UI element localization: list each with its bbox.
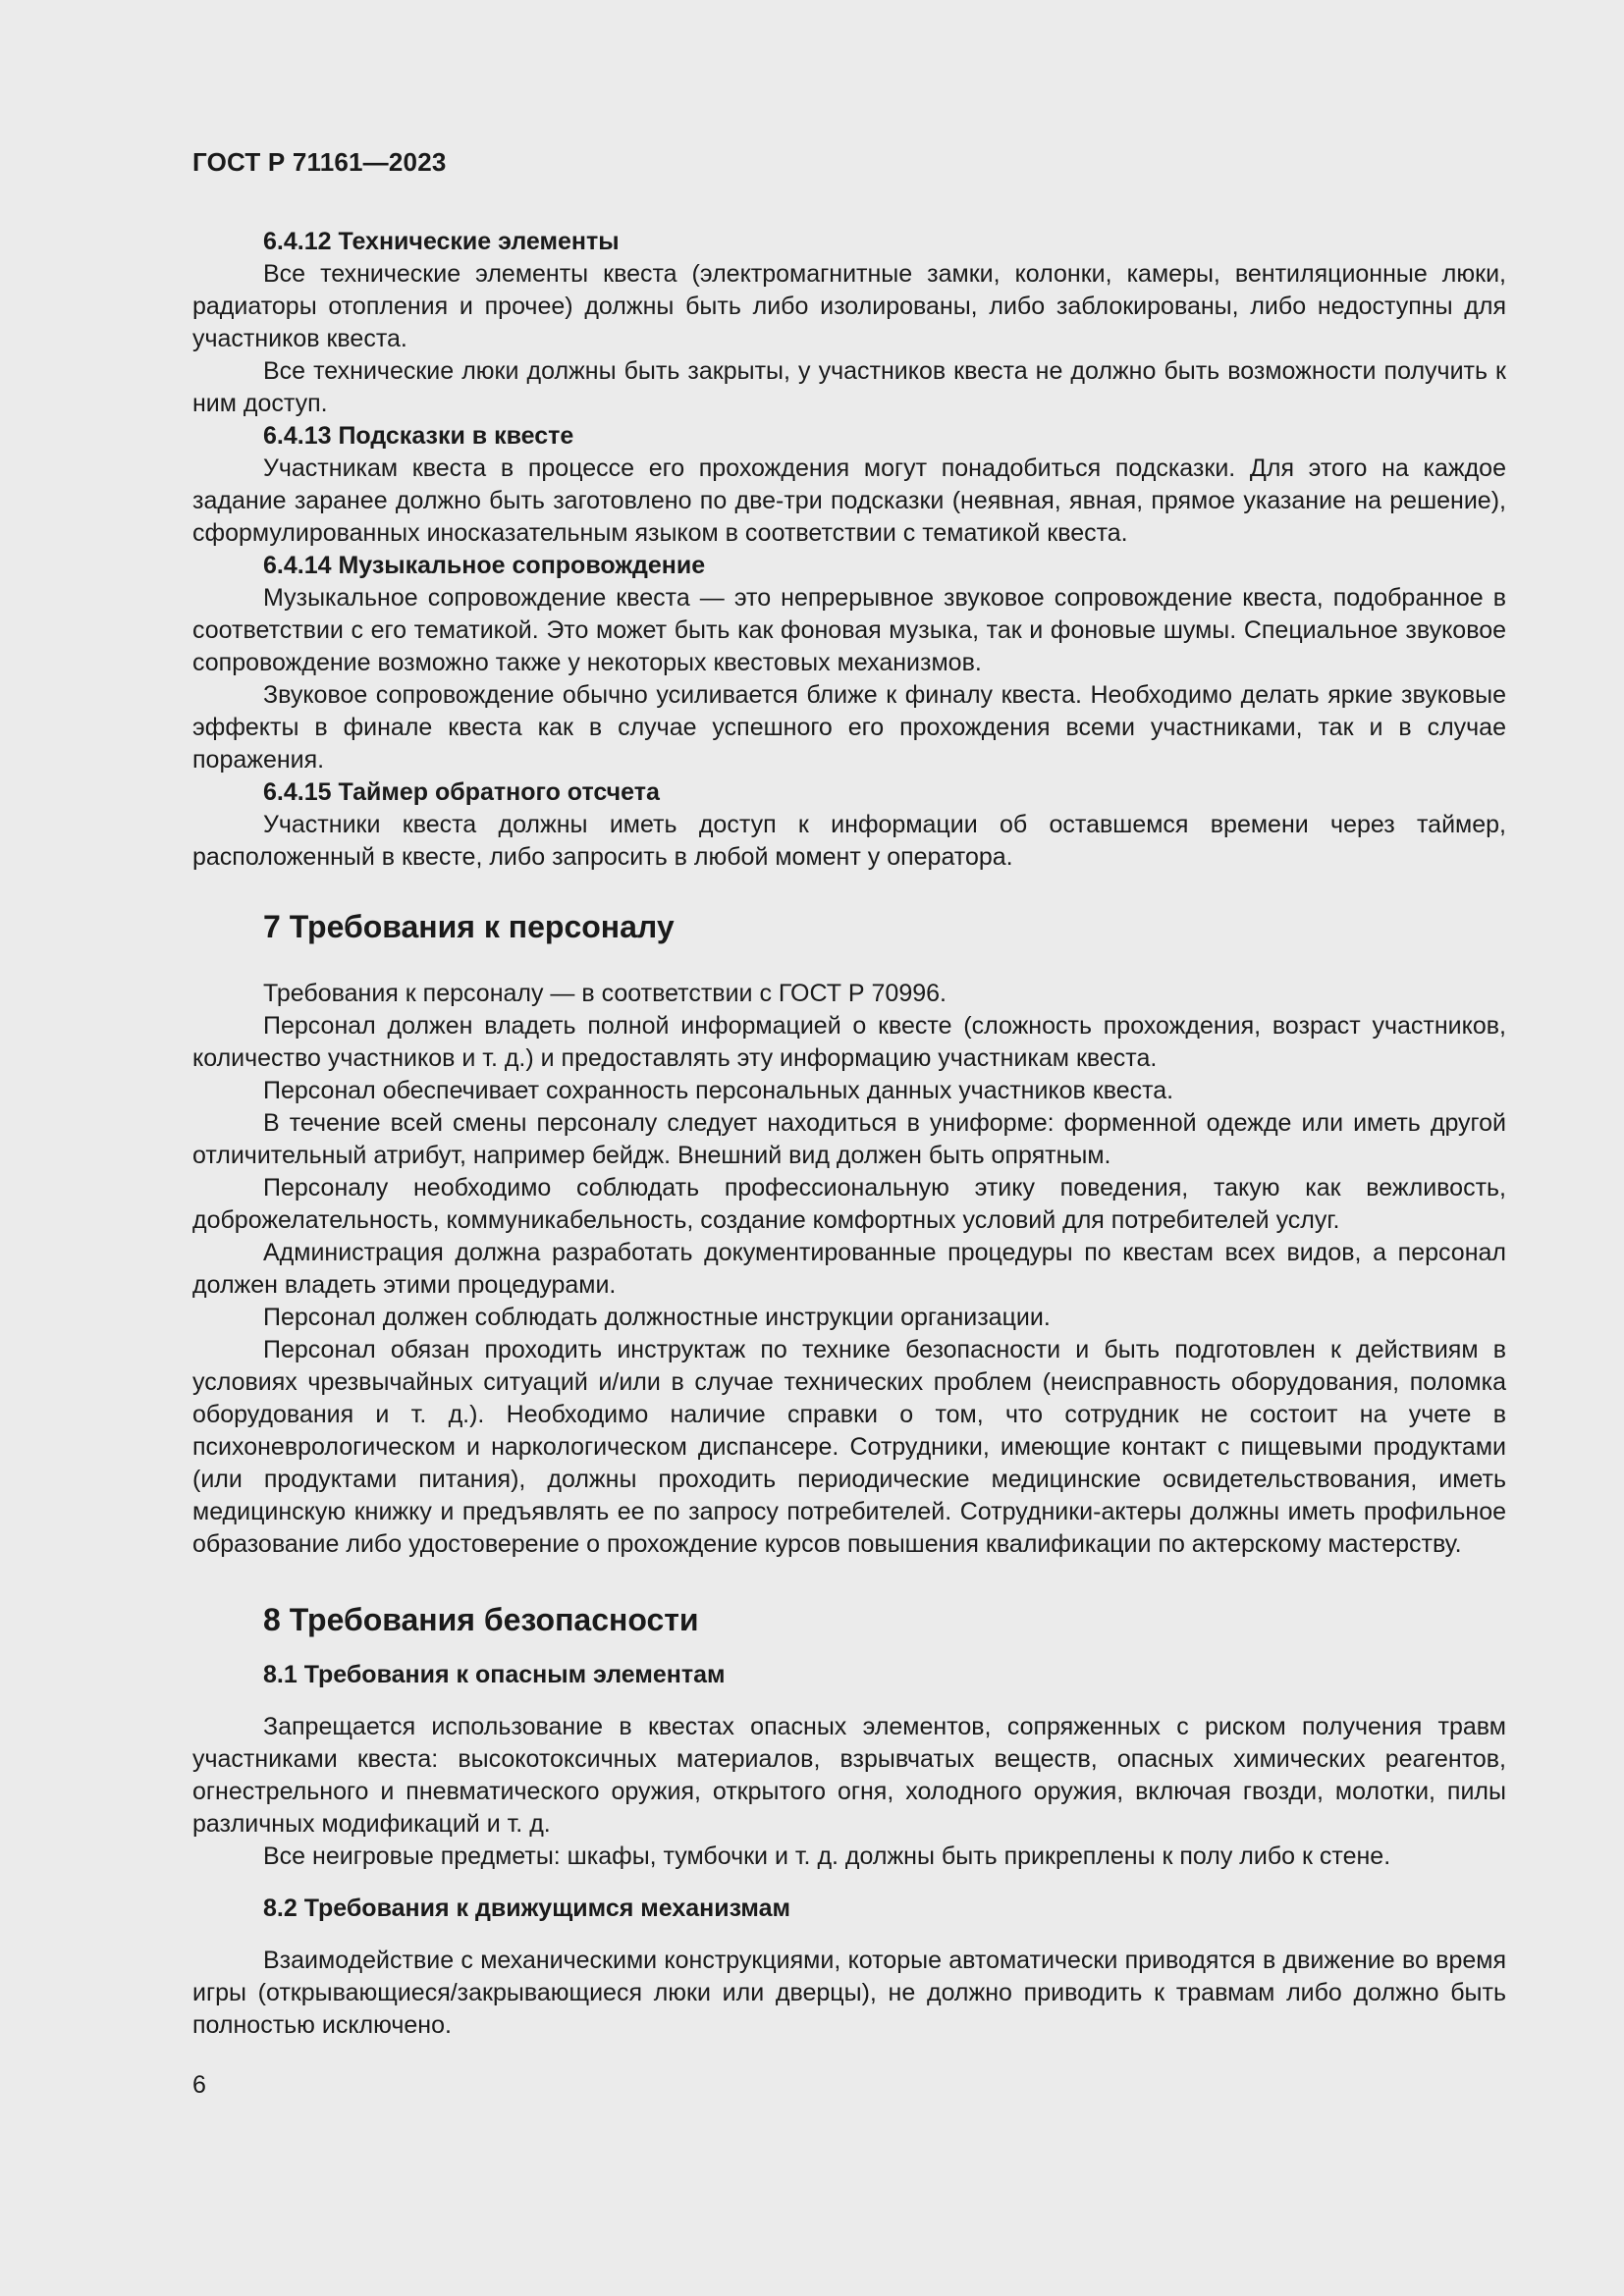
subsection-title-8-1: 8.1 Требования к опасным элементам <box>263 1661 726 1688</box>
paragraph-8-1-1: Запрещается использование в квестах опасных элементов, сопряженных с риском получения травм участниками квеста: высокотоксичных материалов, взрывчатых веществ, опасных химических реагентов, огнестрельного и пневматического оружия, открытого огня, холодного оружия, включая гвозди, молотки, пилы различных модификаций и т. д. <box>192 1713 1506 1838</box>
subsection-title-6-4-14: 6.4.14 Музыкальное сопровождение <box>263 552 706 579</box>
paragraph-6-4-14-2: Звуковое сопровождение обычно усиливается ближе к финалу квеста. Необходимо делать яркие звуковые эффекты в финале квеста как в случае успешного его прохождения всеми участниками, так и в случае поражения. <box>192 681 1506 774</box>
paragraph-6-4-15-1: Участники квеста должны иметь доступ к информации об оставшемся времени через таймер, расположенный в квесте, либо запросить в любой момент у оператора. <box>192 811 1506 871</box>
subsection-title-6-4-15: 6.4.15 Таймер обратного отсчета <box>263 778 660 806</box>
paragraph-8-2-1: Взаимодействие с механическими конструкциями, которые автоматически приводятся в движение во время игры (открывающиеся/закрывающиеся люки или дверцы), не должно приводить к травмам либо должно быть полностью исключено. <box>192 1947 1506 2039</box>
paragraph-7-1: Требования к персоналу — в соответствии с ГОСТ Р 70996. <box>263 980 947 1007</box>
section-title-7: 7 Требования к персоналу <box>263 909 675 944</box>
subsection-title-8-2: 8.2 Требования к движущимся механизмам <box>263 1895 790 1922</box>
paragraph-7-7: Персонал должен соблюдать должностные инструкции организации. <box>263 1304 1051 1331</box>
paragraph-7-4: В течение всей смены персоналу следует находиться в униформе: форменной одежде или иметь другой отличительный атрибут, например бейдж. Внешний вид должен быть опрятным. <box>192 1109 1506 1169</box>
paragraph-7-6: Администрация должна разработать документированные процедуры по квестам всех видов, а персонал должен владеть этими процедурами. <box>192 1239 1506 1299</box>
paragraph-6-4-12-1: Все технические элементы квеста (электромагнитные замки, колонки, камеры, вентиляционные люки, радиаторы отопления и прочее) должны быть либо изолированы, либо заблокированы, либо недоступны для участников квеста. <box>192 260 1506 352</box>
subsection-title-6-4-12: 6.4.12 Технические элементы <box>263 228 620 255</box>
paragraph-7-2: Персонал должен владеть полной информацией о квесте (сложность прохождения, возраст участников, количество участников и т. д.) и предоставлять эту информацию участникам квеста. <box>192 1012 1506 1072</box>
document-header: ГОСТ Р 71161—2023 <box>192 147 447 177</box>
page-content <box>192 226 1506 2042</box>
paragraph-6-4-14-1: Музыкальное сопровождение квеста — это непрерывное звуковое сопровождение квеста, подобранное в соответствии с его тематикой. Это может быть как фоновая музыка, так и фоновые шумы. Специальное звуковое сопровождение возможно также у некоторых квестовых механизмов. <box>192 584 1506 676</box>
paragraph-6-4-12-2: Все технические люки должны быть закрыты, у участников квеста не должно быть возможности получить к ним доступ. <box>192 357 1506 417</box>
paragraph-7-5: Персоналу необходимо соблюдать профессиональную этику поведения, такую как вежливость, доброжелательность, коммуникабельность, создание комфортных условий для потребителей услуг. <box>192 1174 1506 1234</box>
paragraph-6-4-13-1: Участникам квеста в процессе его прохождения могут понадобиться подсказки. Для этого на каждое задание заранее должно быть заготовлено по две-три подсказки (неявная, явная, прямое указание на решение), сформулированных иносказательным языком в соответствии с тематикой квеста. <box>192 454 1506 547</box>
subsection-title-6-4-13: 6.4.13 Подсказки в квесте <box>263 422 574 450</box>
paragraph-7-8: Персонал обязан проходить инструктаж по технике безопасности и быть подготовлен к действиям в условиях чрезвычайных ситуаций и/или в случае технических проблем (неисправность оборудования, поломка оборудования и т. д.). Необходимо наличие справки о том, что сотрудник не состоит на учете в психоневрологическом и наркологическом диспансере. Сотрудники, имеющие контакт с пищевыми продуктами (или продуктами питания), должны проходить периодические медицинские освидетельствования, иметь медицинскую книжку и предъявлять ее по запросу потребителей. Сотрудники-актеры должны иметь профильное образование либо удостоверение о прохождение курсов повышения квалификации по актерскому мастерству. <box>192 1336 1506 1558</box>
paragraph-8-1-2: Все неигровые предметы: шкафы, тумбочки и т. д. должны быть прикреплены к полу либо к стене. <box>263 1842 1391 1870</box>
section-title-8: 8 Требования безопасности <box>263 1602 699 1637</box>
paragraph-7-3: Персонал обеспечивает сохранность персональных данных участников квеста. <box>263 1077 1174 1104</box>
page-number: 6 <box>192 2071 206 2099</box>
